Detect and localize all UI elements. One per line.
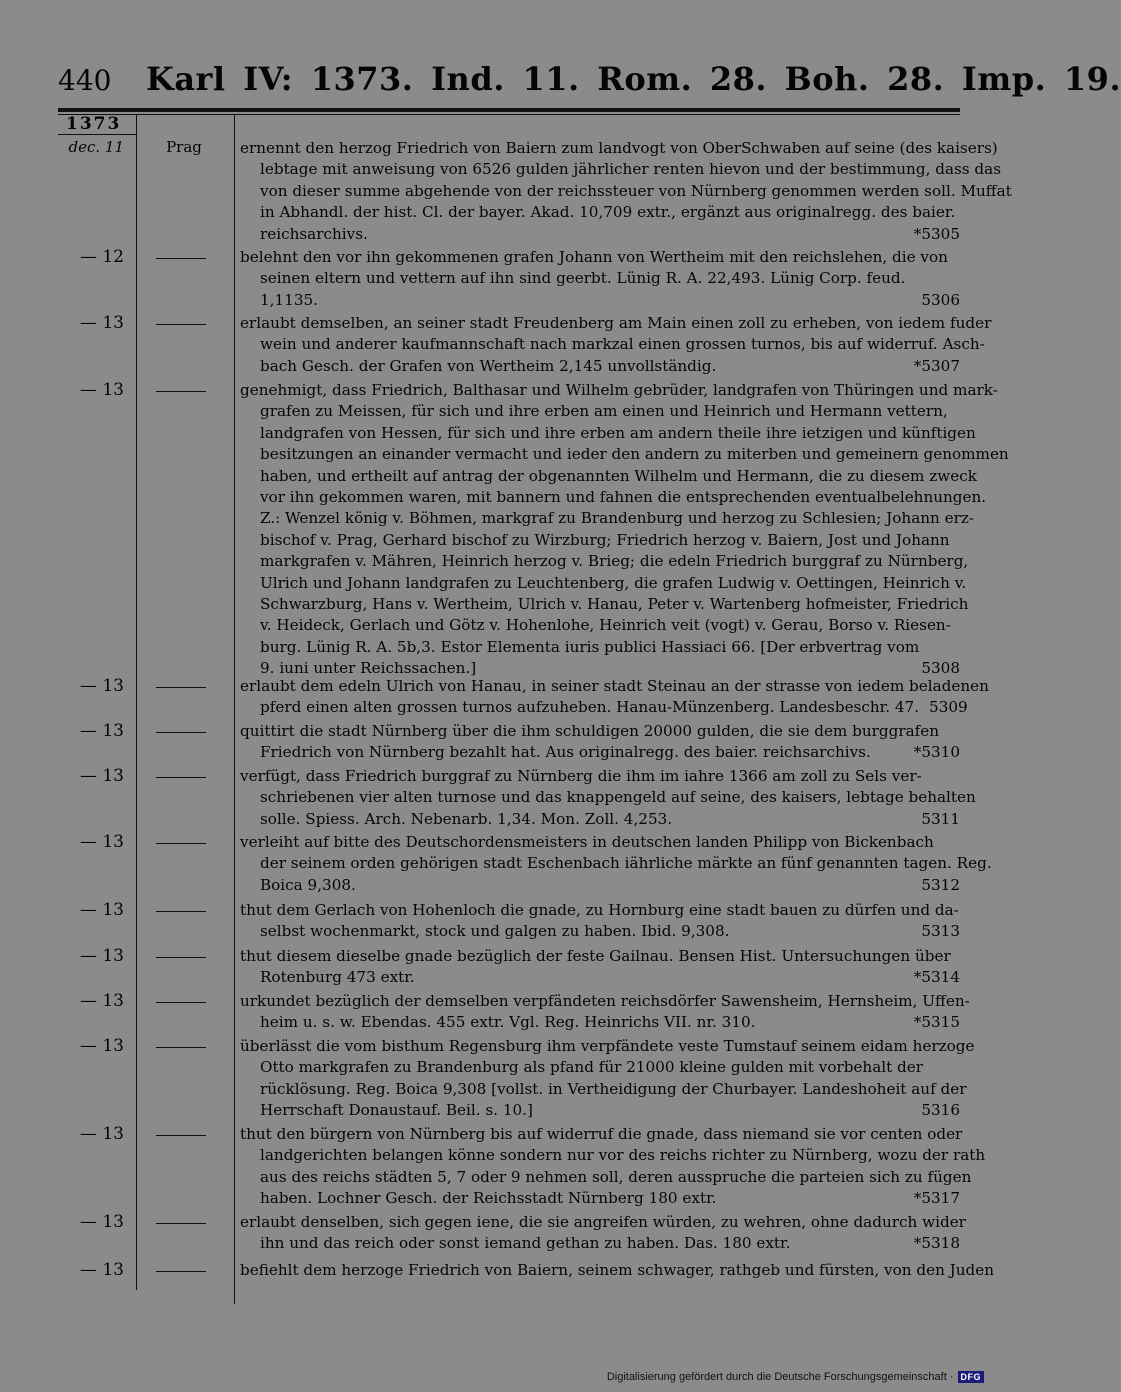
- entry-line: Z.: Wenzel könig v. Böhmen, markgraf zu Brandenburg und herzog zu Schlesien; Johann erz-: [260, 509, 975, 528]
- entry-line: in Abhandl. der hist. Cl. der bayer. Akad. 10,709 extr., ergänzt aus originalregg. des baier.: [260, 203, 956, 222]
- entry-text: [240, 247, 960, 311]
- entry-line: solle. Spiess. Arch. Nebenarb. 1,34. Mon. Zoll. 4,253.: [260, 809, 673, 828]
- entry-line: bach Gesch. der Grafen von Wertheim 2,145 unvollständig.: [260, 356, 717, 375]
- entry-line: der seinem orden gehörigen stadt Eschenbach iährliche märkte an fünf genannten tagen. Reg.: [260, 854, 992, 873]
- entry-text: [240, 138, 1012, 245]
- regest-number: 5309: [929, 698, 968, 717]
- entry-text: [240, 721, 960, 764]
- entry-line: burg. Lünig R. A. 5b,3. Estor Elementa iuris publici Hassiaci 66. [Der erbvertrag vom: [260, 637, 920, 656]
- entry-line: v. Heideck, Gerlach und Götz v. Hohenlohe, Heinrich veit (vogt) v. Gerau, Borso v. Riesen-: [260, 616, 951, 635]
- regest-number: 5316: [921, 1101, 960, 1120]
- ditto-dash: [156, 324, 206, 325]
- entry-last-line: [240, 697, 968, 718]
- ditto-dash: [156, 1271, 206, 1272]
- entry-date: — 13: [79, 313, 124, 333]
- entry-line: befiehlt dem herzoge Friedrich von Baiern, seinem schwager, rathgeb und fürsten, von den Juden: [240, 1261, 995, 1279]
- entry-date: — 13: [79, 721, 124, 741]
- regest-number: *5315: [913, 1013, 960, 1032]
- entry-line: Herrschaft Donaustauf. Beil. s. 10.]: [260, 1101, 533, 1120]
- entry-line: verleiht auf bitte des Deutschordensmeisters in deutschen landen Philipp von Bickenbach: [240, 833, 934, 851]
- entry-place: Prag: [166, 138, 202, 156]
- regest-number: *5305: [913, 224, 960, 243]
- ditto-dash: [156, 911, 206, 912]
- entry-text: [240, 832, 992, 896]
- entry-last-line: [240, 290, 960, 311]
- entry-line: quittirt die stadt Nürnberg über die ihm schuldigen 20000 gulden, die sie dem burggrafen: [240, 722, 940, 740]
- entry-line: haben, und ertheilt auf antrag der obgenannten Wilhelm und Hermann, die zu diesem zweck: [260, 466, 977, 485]
- entry-line: ernennt den herzog Friedrich von Baiern zum landvogt von OberSchwaben auf seine (des kaisers): [240, 139, 998, 157]
- entry-text: [240, 380, 1009, 679]
- entry-line: 1,1135.: [260, 290, 318, 309]
- entry-line: heim u. s. w. Ebendas. 455 extr. Vgl. Reg. Heinrichs VII. nr. 310.: [260, 1013, 756, 1032]
- entry-last-line: [240, 875, 960, 896]
- entry-line: thut den bürgern von Nürnberg bis auf widerruf die gnade, dass niemand sie vor centen oder: [240, 1125, 963, 1143]
- entry-line: genehmigt, dass Friedrich, Balthasar und Wilhelm gebrüder, landgrafen von Thüringen und mark-: [240, 381, 998, 399]
- entry-last-line: [240, 224, 960, 245]
- entry-last-line: [240, 967, 960, 988]
- ditto-dash: [156, 777, 206, 778]
- entry-line: besitzungen an einander vermacht und ieder den andern zu miterben und gemeinern genommen: [260, 445, 1009, 464]
- entry-date: — 13: [79, 1036, 124, 1056]
- year-heading: 1373: [66, 114, 122, 134]
- entry-date: — 13: [79, 380, 124, 400]
- entry-text: [240, 900, 960, 943]
- entry-line: seinen eltern und vettern auf ihn sind geerbt. Lünig R. A. 22,493. Lünig Corp. feud.: [260, 269, 906, 288]
- entry-text: [240, 946, 960, 989]
- entry-line: selbst wochenmarkt, stock und galgen zu haben. Ibid. 9,308.: [260, 922, 730, 941]
- entry-line: Friedrich von Nürnberg bezahlt hat. Aus originalregg. des baier. reichsarchivs.: [260, 743, 871, 762]
- entry-line: urkundet bezüglich der demselben verpfändeten reichsdörfer Sawensheim, Hernsheim, Uffen-: [240, 992, 970, 1010]
- regest-number: *5318: [913, 1234, 960, 1253]
- page-header: [58, 60, 1121, 104]
- regest-number: *5317: [913, 1189, 960, 1208]
- entry-date: — 13: [79, 766, 124, 786]
- entry-line: markgrafen v. Mähren, Heinrich herzog v. Brieg; die edeln Friedrich burggraf zu Nürnberg,: [260, 552, 969, 571]
- entry-date: — 13: [79, 1124, 124, 1144]
- entry-line: schriebenen vier alten turnose und das knappengeld auf seine, des kaisers, lebtage behalten: [260, 788, 976, 807]
- entry-line: erlaubt demselben, an seiner stadt Freudenberg am Main einen zoll zu erheben, von iedem fuder: [240, 314, 992, 332]
- entry-date: — 13: [79, 1260, 124, 1280]
- ditto-dash: [156, 1223, 206, 1224]
- entry-line: von dieser summe abgehende von der reichssteuer von Nürnberg genommen werden soll. Muffat: [260, 181, 1012, 200]
- entry-line: vor ihn gekommen waren, mit bannern und fahnen die entsprechenden eventualbelehnungen.: [260, 487, 987, 506]
- regest-number: *5314: [913, 968, 960, 987]
- entry-line: belehnt den vor ihn gekommenen grafen Johann von Wertheim mit den reichslehen, die von: [240, 248, 948, 266]
- entry-date: — 13: [79, 1212, 124, 1232]
- entry-line: Rotenburg 473 extr.: [260, 968, 415, 987]
- column-divider-date: [136, 114, 137, 1290]
- regest-number: *5307: [913, 356, 960, 375]
- entry-last-line: [240, 1100, 960, 1121]
- ditto-dash: [156, 1135, 206, 1136]
- ditto-dash: [156, 843, 206, 844]
- entry-line: landgerichten belangen könne sondern nur vor des reichs richter zu Nürnberg, wozu der rath: [260, 1146, 986, 1165]
- ditto-dash: [156, 1002, 206, 1003]
- regest-number: 5311: [921, 809, 960, 828]
- entry-line: haben. Lochner Gesch. der Reichsstadt Nürnberg 180 extr.: [260, 1189, 717, 1208]
- entry-line: pferd einen alten grossen turnos aufzuheben. Hanau-Münzenberg. Landesbeschr. 47.: [260, 698, 920, 717]
- entry-date: — 13: [79, 676, 124, 696]
- entry-last-line: [240, 1188, 960, 1209]
- ditto-dash: [156, 258, 206, 259]
- entry-date: dec. 11: [68, 138, 124, 156]
- entry-line: erlaubt dem edeln Ulrich von Hanau, in seiner stadt Steinau an der strasse von iedem beladenen: [240, 677, 989, 695]
- ditto-dash: [156, 957, 206, 958]
- footer-text: Digitalisierung gefördert durch die Deutsche Forschungsgemeinschaft ·: [606, 1371, 954, 1383]
- entry-line: Schwarzburg, Hans v. Wertheim, Ulrich v. Hanau, Peter v. Wartenberg hofmeister, Friedrich: [260, 594, 969, 613]
- entry-line: erlaubt denselben, sich gegen iene, die sie angreifen würden, zu wehren, ohne dadurch wider: [240, 1213, 966, 1231]
- ditto-dash: [156, 1047, 206, 1048]
- entry-text: [240, 991, 970, 1034]
- ditto-dash: [156, 391, 206, 392]
- entry-line: rücklösung. Reg. Boica 9,308 [vollst. in Vertheidigung der Churbayer. Landeshoheit auf der: [260, 1079, 967, 1098]
- footer: [607, 1371, 984, 1383]
- entry-last-line: [240, 809, 960, 830]
- header-rule: [58, 108, 960, 112]
- entry-line: Ulrich und Johann landgrafen zu Leuchtenberg, die grafen Ludwig v. Oettingen, Heinrich v.: [260, 573, 967, 592]
- entry-line: lebtage mit anweisung von 6526 gulden jährlicher renten hievon und der bestimmung, dass das: [260, 160, 1001, 179]
- entry-line: Otto markgrafen zu Brandenburg als pfand für 21000 kleine gulden mit vorbehalt der: [260, 1058, 924, 1077]
- entry-last-line: [240, 921, 960, 942]
- entry-last-line: [240, 742, 960, 763]
- entry-line: aus des reichs städten 5, 7 oder 9 nehmen soll, deren ausspruche die parteien sich zu fügen: [260, 1167, 972, 1186]
- entry-last-line: [240, 1012, 960, 1033]
- page-title: Karl IV: 1373. Ind. 11. Rom. 28. Boh. 28. Imp. 19.: [146, 60, 1121, 98]
- entry-text: [240, 1036, 975, 1122]
- regest-number: 5306: [921, 290, 960, 309]
- entry-line: verfügt, dass Friedrich burggraf zu Nürnberg die ihm im iahre 1366 am zoll zu Sels ver-: [240, 767, 922, 785]
- entry-line: grafen zu Meissen, für sich und ihre erben am einen und Heinrich und Hermann vettern,: [260, 402, 948, 421]
- regest-number: 5313: [921, 922, 960, 941]
- entry-date: — 13: [79, 900, 124, 920]
- entry-date: — 12: [79, 247, 124, 267]
- entry-line: landgrafen von Hessen, für sich und ihre erben am andern theile ihre ietzigen und künftigen: [260, 423, 976, 442]
- header-rule-thin: [58, 114, 960, 115]
- entry-text: [240, 1124, 986, 1210]
- entry-date: — 13: [79, 832, 124, 852]
- page-number: 440: [58, 64, 112, 97]
- entry-line: überlässt die vom bisthum Regensburg ihm verpfändete veste Tumstauf seinem eidam herzoge: [240, 1037, 975, 1055]
- ditto-dash: [156, 732, 206, 733]
- ditto-dash: [156, 687, 206, 688]
- entry-line: ihn und das reich oder sonst iemand gethan zu haben. Das. 180 extr.: [260, 1234, 791, 1253]
- entry-text: [240, 766, 976, 830]
- regest-number: 5312: [921, 875, 960, 894]
- entry-line: thut diesem dieselbe gnade bezüglich der feste Gailnau. Bensen Hist. Untersuchungen über: [240, 947, 951, 965]
- entry-date: — 13: [79, 991, 124, 1011]
- entry-line: wein und anderer kaufmannschaft nach markzal einen grossen turnos, bis auf widerruf. Asch-: [260, 335, 985, 354]
- regest-number: *5310: [913, 743, 960, 762]
- entry-line: 9. iuni unter Reichssachen.]: [260, 659, 477, 678]
- entry-date: — 13: [79, 946, 124, 966]
- entry-text: [240, 676, 989, 719]
- entry-text: [240, 313, 992, 377]
- entry-text: [240, 1212, 966, 1255]
- dfg-logo: DFG: [958, 1371, 985, 1383]
- entry-line: Boica 9,308.: [260, 875, 356, 894]
- entry-line: reichsarchivs.: [260, 224, 368, 243]
- entry-line: thut dem Gerlach von Hohenloch die gnade, zu Hornburg eine stadt bauen zu dürfen und da-: [240, 901, 959, 919]
- column-divider-place: [234, 114, 235, 1304]
- entry-last-line: [240, 356, 960, 377]
- entry-text: [240, 1260, 995, 1281]
- regest-number: 5308: [921, 659, 960, 678]
- year-rule: [58, 134, 136, 135]
- entry-last-line: [240, 1233, 960, 1254]
- entry-line: bischof v. Prag, Gerhard bischof zu Wirzburg; Friedrich herzog v. Baiern, Jost und Johann: [260, 530, 950, 549]
